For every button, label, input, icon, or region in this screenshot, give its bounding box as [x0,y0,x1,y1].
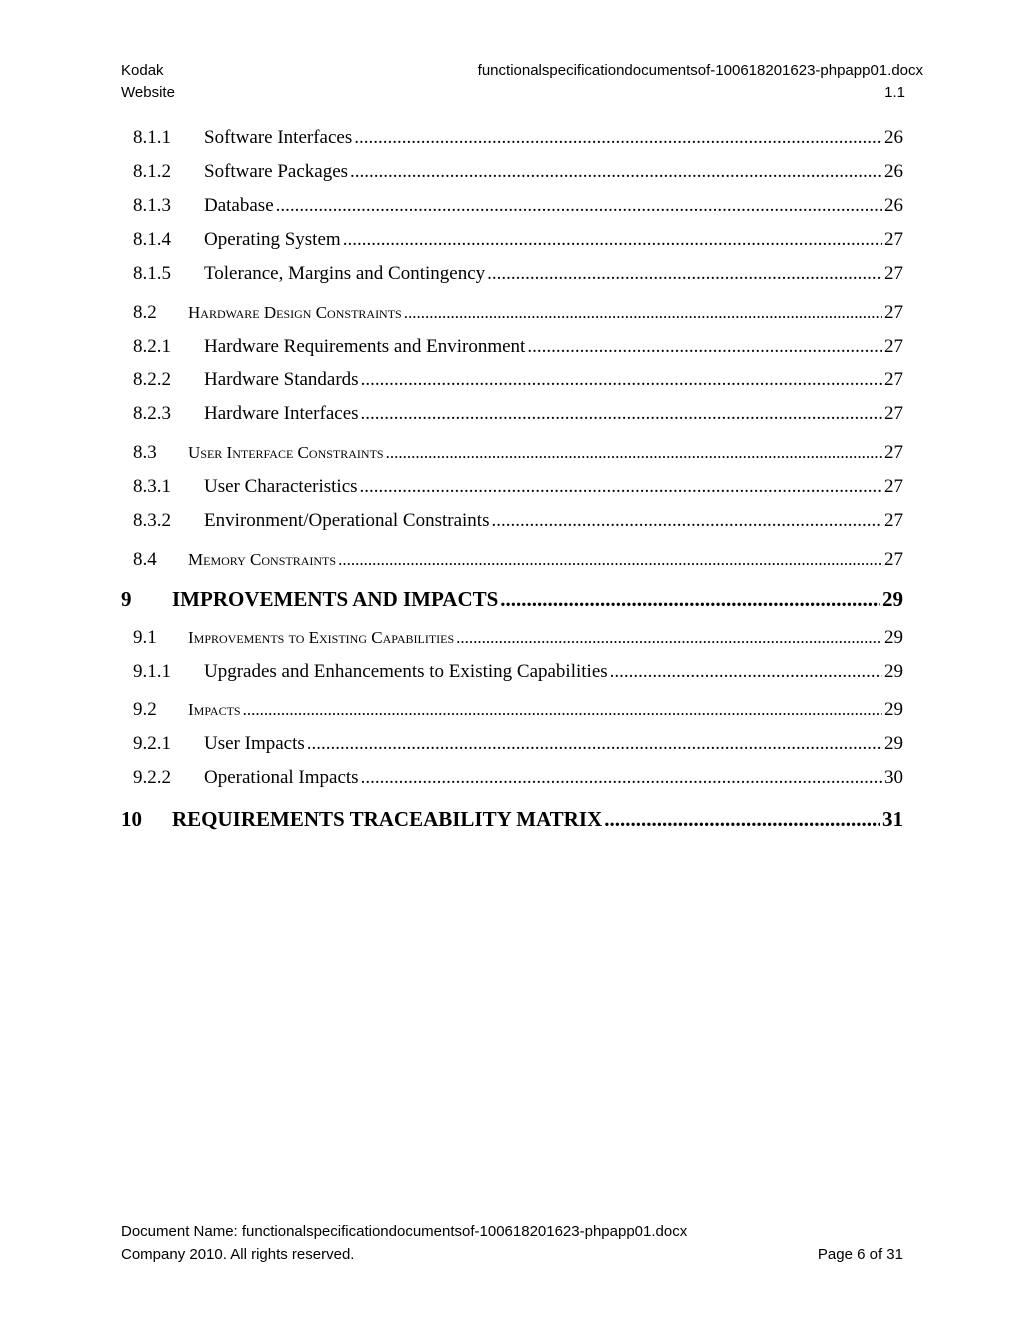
header-filename: functionalspecificationdocumentsof-100618201623-phpapp01.docx [477,62,923,79]
toc-entry[interactable] [121,587,903,613]
toc-entry-title: User Impacts [204,733,305,754]
toc-entry-page: 27 [884,442,903,463]
toc-dot-leader [354,127,882,149]
toc-entry-number: 9.1.1 [133,661,171,682]
toc-entry-page: 26 [884,195,903,216]
toc-entry-title: Hardware Standards [204,369,359,390]
toc-entry[interactable] [121,229,903,255]
page-footer [121,1220,905,1266]
toc-entry-page: 27 [884,229,903,250]
toc-entry-title: Operational Impacts [204,767,359,788]
toc-entry-title: Memory Constraints [188,550,337,569]
toc-entry-number: 8.1.5 [133,263,171,284]
toc-entry-title: Hardware Interfaces [204,403,359,424]
toc-dot-leader [360,476,882,498]
toc-entry-title: Hardware Requirements and Environment [204,336,526,357]
toc-entry-number: 8.1.3 [133,195,171,216]
toc-entry[interactable] [121,263,903,289]
toc-entry-page: 27 [884,263,903,284]
toc-entry[interactable] [121,403,903,429]
toc-entry[interactable] [121,510,903,536]
toc-dot-leader [361,767,882,789]
toc-entry-page: 26 [884,161,903,182]
toc-entry-number: 8.1.4 [133,229,171,250]
toc-dot-leader [500,587,880,612]
header-right [478,60,923,104]
toc-entry-title: Operating System [204,229,341,250]
toc-dot-leader [487,263,882,285]
toc-entry-number: 9.2.2 [133,767,171,788]
toc-entry-page: 27 [884,336,903,357]
toc-entry[interactable] [121,127,903,153]
toc-entry[interactable] [121,161,903,187]
toc-entry[interactable] [121,476,903,502]
toc-entry-number: 9.2 [133,699,157,720]
toc-entry[interactable] [121,369,903,395]
toc-entry[interactable] [121,195,903,221]
toc-dot-leader [456,628,882,648]
toc-entry-title: Tolerance, Margins and Contingency [204,263,486,284]
toc-entry-page: 27 [884,476,903,497]
toc-entry[interactable] [121,661,903,687]
toc-dot-leader [243,700,882,720]
toc-dot-leader [307,733,882,755]
toc-entry-page: 30 [884,767,903,788]
toc-entry-page: 29 [884,627,903,648]
toc-entry[interactable] [121,767,903,793]
header-left [121,60,175,104]
toc-entry[interactable] [121,627,903,653]
toc-entry-title: User Characteristics [204,476,358,497]
toc-entry-number: 8.3 [133,442,157,463]
toc-entry-number: 8.1.2 [133,161,171,182]
toc-entry-number: 8.3.1 [133,476,171,497]
toc-entry-number: 9.1 [133,627,157,648]
toc-entry-page: 29 [884,733,903,754]
toc-entry-number: 9 [121,587,132,611]
toc-dot-leader [350,161,882,183]
toc-dot-leader [527,336,882,358]
toc-entry[interactable] [121,336,903,362]
toc-dot-leader [386,443,882,463]
toc-entry-number: 8.4 [133,549,157,570]
toc-dot-leader [610,661,882,683]
toc-dot-leader [276,195,882,217]
toc-entry-page: 27 [884,369,903,390]
toc-entry[interactable] [121,807,903,833]
header-project: Website [121,84,175,101]
toc-entry-title: Software Interfaces [204,127,353,148]
toc-entry-page: 26 [884,127,903,148]
toc-entry-title: REQUIREMENTS TRACEABILITY MATRIX [172,807,603,831]
toc-entry-title: IMPROVEMENTS AND IMPACTS [172,587,499,611]
toc-dot-leader [361,403,882,425]
toc-entry-title: Environment/Operational Constraints [204,510,490,531]
toc-entry-number: 8.2 [133,302,157,323]
toc-entry-page: 27 [884,403,903,424]
toc-entry-number: 8.2.1 [133,336,171,357]
toc-entry-title: Improvements to Existing Capabilities [188,628,455,647]
toc-entry-title: Hardware Design Constraints [188,303,402,322]
toc-entry[interactable] [121,442,903,468]
header-company: Kodak [121,62,164,79]
toc-entry-title: Software Packages [204,161,349,182]
toc-dot-leader [338,550,882,570]
footer-document-name: Document Name: functionalspecificationdocumentsof-100618201623-phpapp01.docx [121,1223,688,1240]
toc-entry-title: Impacts [188,700,241,719]
toc-entry[interactable] [121,699,903,725]
toc-entry-page: 29 [882,587,903,611]
toc-entry-page: 27 [884,549,903,570]
toc-dot-leader [604,807,880,832]
toc-entry[interactable] [121,302,903,328]
toc-dot-leader [404,303,882,323]
toc-entry-page: 27 [884,510,903,531]
toc-entry-page: 29 [884,699,903,720]
toc-entry-title: Upgrades and Enhancements to Existing Capabilities [204,661,608,682]
toc-entry[interactable] [121,549,903,575]
toc-dot-leader [361,369,882,391]
toc-entry[interactable] [121,733,903,759]
toc-dot-leader [343,229,882,251]
footer-page-number: Page 6 of 31 [817,1246,903,1263]
toc-entry-number: 8.1.1 [133,127,171,148]
toc-dot-leader [491,510,882,532]
toc-entry-number: 10 [121,807,142,831]
toc-entry-number: 9.2.1 [133,733,171,754]
toc-entry-title: Database [204,195,274,216]
toc-entry-number: 8.3.2 [133,510,171,531]
toc-entry-page: 31 [882,807,903,831]
toc-entry-number: 8.2.2 [133,369,171,390]
toc-entry-title: User Interface Constraints [188,443,384,462]
header-version: 1.1 [884,84,905,101]
toc-entry-page: 27 [884,302,903,323]
toc-entry-page: 29 [884,661,903,682]
toc-entry-number: 8.2.3 [133,403,171,424]
footer-copyright: Company 2010. All rights reserved. [121,1246,355,1263]
